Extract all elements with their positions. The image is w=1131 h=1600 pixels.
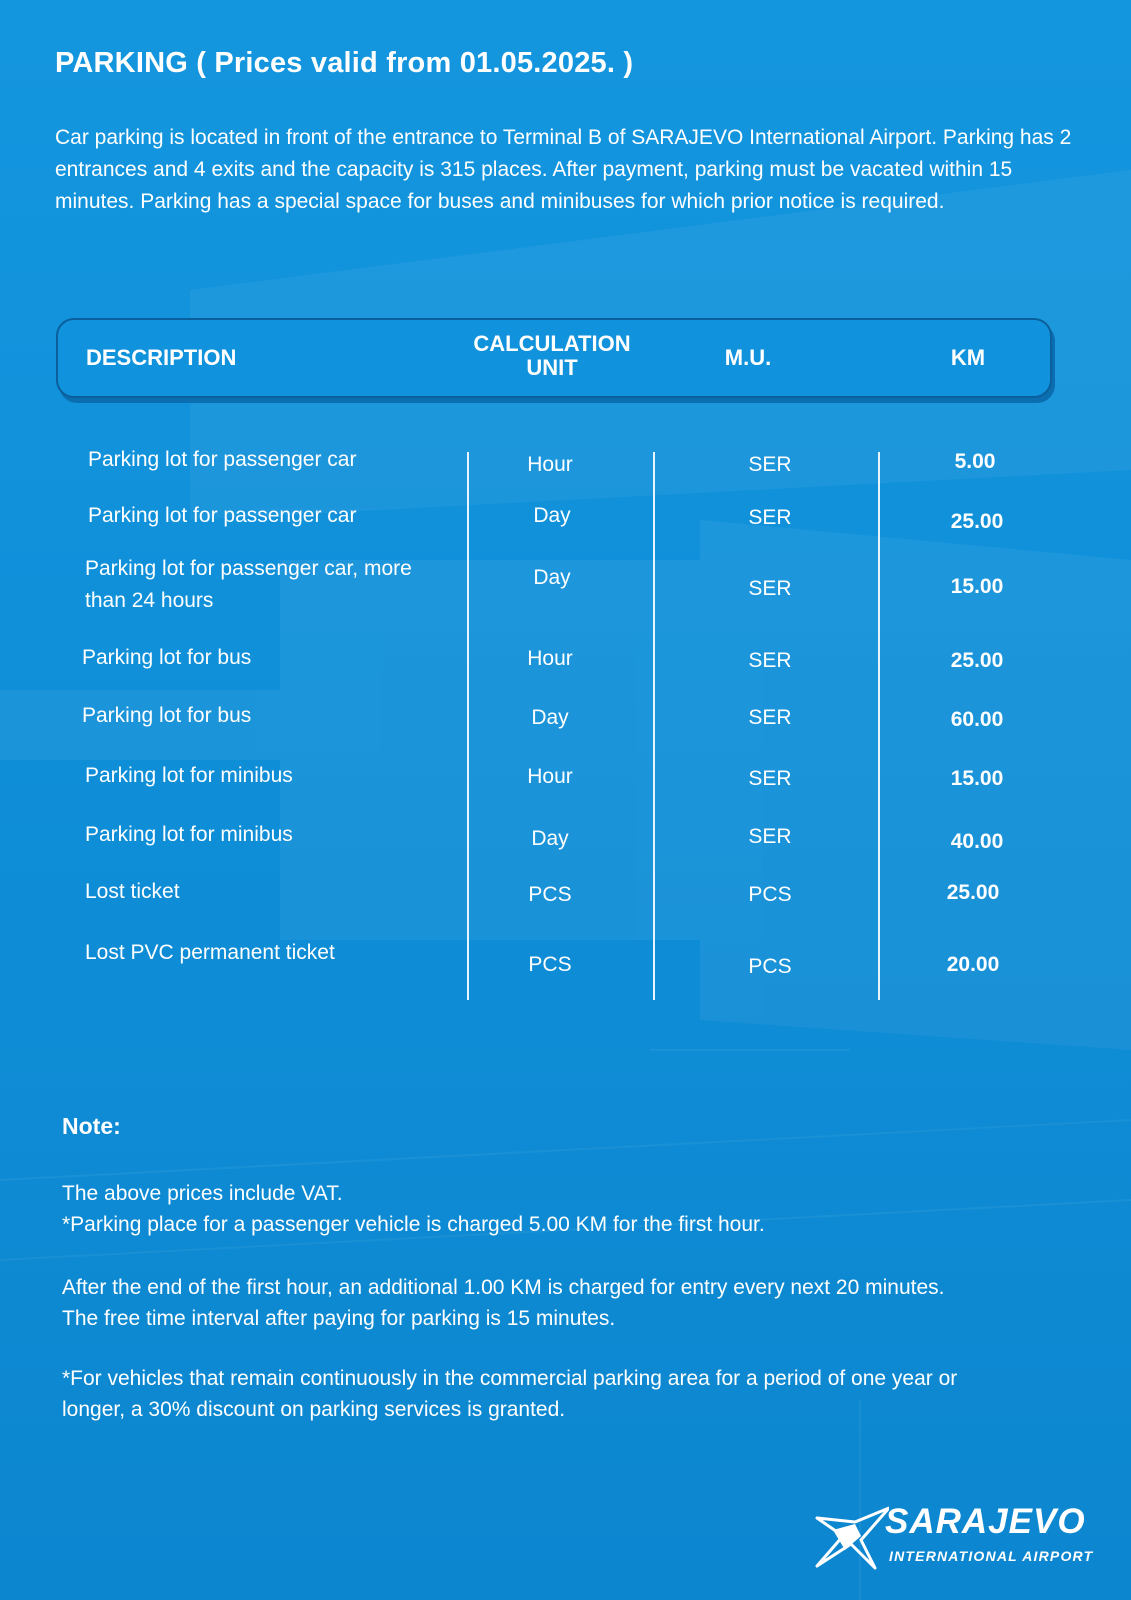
- header-calculation-unit-line2: UNIT: [526, 355, 578, 380]
- note-line: *For vehicles that remain continuously in the commercial parking area for a period of one year or longer, a 30% discount on parking services is granted.: [62, 1367, 958, 1421]
- page-title: PARKING ( Prices valid from 01.05.2025. ): [55, 47, 634, 79]
- header-mu: M.U.: [724, 345, 772, 370]
- row-km: 20.00: [946, 953, 1000, 976]
- logo-name: SARAJEVO: [885, 1502, 1086, 1541]
- row-km: 15.00: [950, 767, 1004, 790]
- row-mu: PCS: [748, 883, 792, 906]
- row-mu: SER: [748, 506, 792, 529]
- row-km: 60.00: [950, 708, 1004, 731]
- row-km: 25.00: [950, 649, 1004, 672]
- note-title: Note:: [62, 1113, 121, 1139]
- row-unit: Hour: [527, 453, 573, 476]
- row-km: 15.00: [950, 575, 1004, 598]
- row-unit: PCS: [528, 883, 572, 906]
- row-km: 40.00: [950, 830, 1004, 853]
- row-unit: Hour: [527, 647, 573, 670]
- row-description: Parking lot for passenger car, more than 24 hours: [85, 557, 412, 612]
- header-description: DESCRIPTION: [86, 345, 237, 370]
- row-mu: SER: [748, 649, 792, 672]
- row-description: Lost PVC permanent ticket: [85, 941, 335, 964]
- row-description: Parking lot for minibus: [85, 764, 293, 787]
- airport-logo-icon: [815, 1506, 889, 1570]
- row-description: Parking lot for passenger car: [88, 504, 357, 527]
- row-km: 5.00: [954, 450, 996, 473]
- note-line: The above prices include VAT.: [62, 1182, 343, 1205]
- header-km: KM: [950, 345, 986, 370]
- row-mu: SER: [748, 767, 792, 790]
- row-mu: SER: [748, 825, 792, 848]
- row-description: Parking lot for minibus: [85, 823, 293, 846]
- row-description: Parking lot for bus: [82, 704, 252, 727]
- row-unit: Day: [531, 706, 569, 729]
- intro-paragraph: Car parking is located in front of the entrance to Terminal B of SARAJEVO International Airport. Parking has 2 entrances and 4 exits and the capacity is 315 places. After payment, parking must be vacated within 15 minutes. Parking has a special space for buses and minibuses for which prior notice is required.: [55, 126, 1072, 213]
- row-km: 25.00: [946, 881, 1000, 904]
- row-unit: Hour: [527, 765, 573, 788]
- header-calculation-unit-line1: CALCULATION: [473, 331, 631, 356]
- row-km: 25.00: [950, 510, 1004, 533]
- logo-subtitle: INTERNATIONAL AIRPORT: [889, 1548, 1094, 1564]
- row-description: Parking lot for passenger car: [88, 448, 357, 471]
- sarajevo-airport-logo: [815, 1502, 1105, 1572]
- row-description: Lost ticket: [85, 880, 180, 903]
- row-unit: Day: [533, 566, 571, 589]
- row-description: Parking lot for bus: [82, 646, 252, 669]
- note-line: The free time interval after paying for parking is 15 minutes.: [62, 1307, 616, 1330]
- row-mu: PCS: [748, 955, 792, 978]
- row-mu: SER: [748, 577, 792, 600]
- row-mu: SER: [748, 706, 792, 729]
- row-unit: PCS: [528, 953, 572, 976]
- row-mu: SER: [748, 453, 792, 476]
- row-unit: Day: [533, 504, 571, 527]
- note-line: After the end of the first hour, an additional 1.00 KM is charged for entry every next 20 minutes.: [62, 1276, 945, 1299]
- row-unit: Day: [531, 827, 569, 850]
- note-line: *Parking place for a passenger vehicle is charged 5.00 KM for the first hour.: [62, 1213, 765, 1236]
